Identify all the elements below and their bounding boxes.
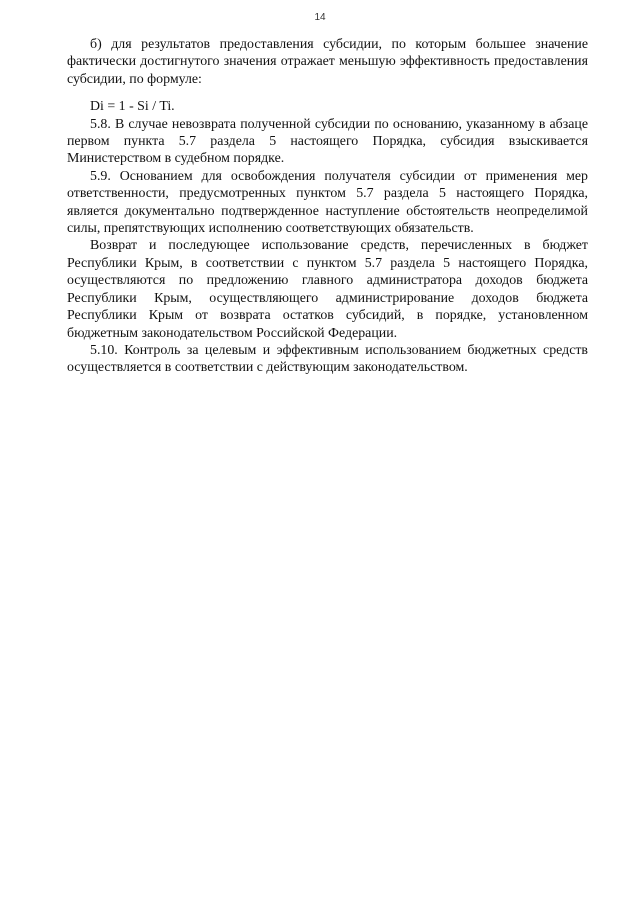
paragraph-return-of-funds: Возврат и последующее использование средств, перечисленных в бюджет Республики Крым, в соответствии с пунктом 5.7 раздела 5 настоящего Порядка, осуществляются по предложению главного администратора доходов бюджета Республики Крым, осуществляющего администрирование доходов бюджета Республики Крым от возврата остатков субсидий, в порядке, установленном бюджетным законодательством Российской Федерации. [67,238,588,341]
paragraph-subsidy-results-formula-intro: б) для результатов предоставления субсидии, по которым большее значение фактически достигнутого значения отражает меньшую эффективность предоставления субсидии, по формуле: [67,37,588,87]
paragraph-5-10: 5.10. Контроль за целевым и эффективным использованием бюджетных средств осуществляется в соответствии с действующим законодательством. [67,342,588,376]
formula-di: Di = 1 - Si / Ti. [90,99,175,115]
paragraph-5-8: 5.8. В случае невозврата полученной субсидии по основанию, указанному в абзаце первом пункта 5.7 раздела 5 настоящего Порядка, субсидия взыскивается Министерством в судебном порядке. [67,116,588,167]
page-number: 14 [314,12,326,23]
paragraph-5-9: 5.9. Основанием для освобождения получателя субсидии от применения мер ответственности, предусмотренных пунктом 5.7 раздела 5 настоящего Порядка, является документально подтвержденное наступление обстоятельств неопределимой силы, препятствующих исполнению соответствующих обязательств. [67,168,588,237]
document-body [67,36,588,377]
